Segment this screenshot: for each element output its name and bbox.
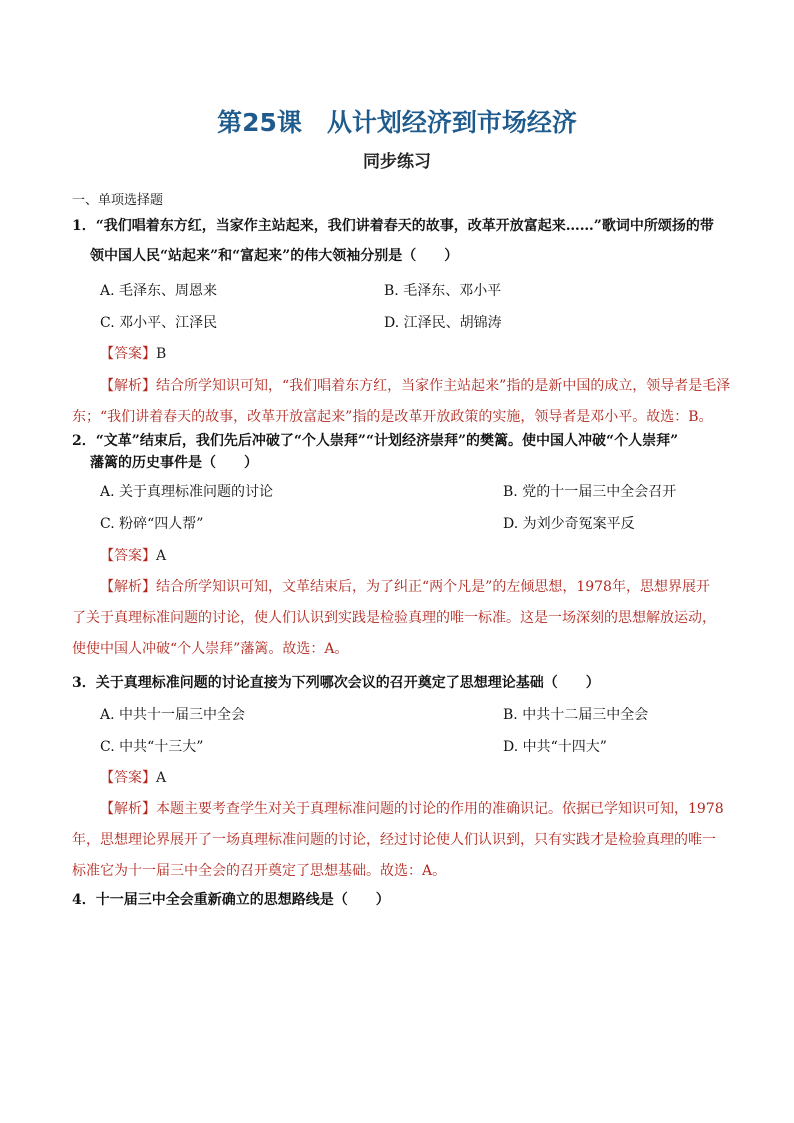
option-2c: C. 粉碎“四人帮” <box>100 516 204 532</box>
question-2-line1: 2．“文革”结束后，我们先后冲破了“个人崇拜”“计划经济崇拜”的樊篱。使中国人冲破“个人崇拜” <box>72 433 679 449</box>
option-1a: A. 毛泽东、周恩来 <box>100 283 218 299</box>
answer-value: A <box>156 770 167 786</box>
option-3c: C. 中共“十三大” <box>100 739 204 755</box>
question-1-line1: 1．“我们唱着东方红，当家作主站起来，我们讲着春天的故事，改革开放富起来……”歌词中所颂扬的带 <box>72 218 714 234</box>
question-2-stem <box>72 430 732 474</box>
answer-value: A <box>156 548 167 564</box>
answer-1 <box>100 344 166 364</box>
question-4-line1: 4．十一届三中全会重新确立的思想路线是（ ） <box>72 892 390 908</box>
answer-value: B <box>156 346 167 362</box>
analysis-2-line3: 使使中国人冲破“个人崇拜”藩篱。故选：A。 <box>72 641 349 657</box>
question-2-line2: 藩篱的历史事件是（ ） <box>90 455 258 471</box>
answer-tag: 【答案】 <box>100 548 156 564</box>
option-3d: D. 中共“十四大” <box>503 739 607 755</box>
analysis-1-line2: 东；“我们讲着春天的故事，改革开放富起来”指的是改革开放政策的实施，领导者是邓小平。故选：B。 <box>72 409 713 425</box>
analysis-1 <box>72 371 732 433</box>
question-1-stem <box>72 211 732 271</box>
analysis-3 <box>72 794 732 887</box>
question-1-line2: 领中国人民“站起来”和“富起来”的伟大领袖分别是（ ） <box>90 248 459 264</box>
answer-tag: 【答案】 <box>100 770 156 786</box>
section-heading: 一、单项选择题 <box>72 193 164 208</box>
question-4-stem <box>72 885 732 915</box>
question-3-line1: 3．关于真理标准问题的讨论直接为下列哪次会议的召开奠定了思想理论基础（ ） <box>72 675 600 691</box>
analysis-2-line1: 结合所学知识可知，文革结束后，为了纠正“两个凡是”的左倾思想，1978年，思想界展开 <box>156 579 710 595</box>
question-3-stem <box>72 668 732 698</box>
analysis-3-line2: 年，思想理论界展开了一场真理标准问题的讨论，经过讨论使人们认识到，只有实践才是检验真理的唯一 <box>72 832 716 848</box>
analysis-3-line3: 标准它为十一届三中全会的召开奠定了思想基础。故选：A。 <box>72 863 447 879</box>
analysis-2 <box>72 572 732 665</box>
answer-2 <box>100 546 166 566</box>
analysis-tag: 【解析】 <box>100 801 156 817</box>
analysis-tag: 【解析】 <box>100 579 156 595</box>
option-2a: A. 关于真理标准问题的讨论 <box>100 484 274 500</box>
option-1b: B. 毛泽东、邓小平 <box>384 283 502 299</box>
option-1c: C. 邓小平、江泽民 <box>100 315 218 331</box>
option-1d: D. 江泽民、胡锦涛 <box>384 315 502 331</box>
answer-tag: 【答案】 <box>100 346 156 362</box>
page-subtitle: 同步练习 <box>363 152 431 172</box>
option-3b: B. 中共十二届三中全会 <box>503 707 649 723</box>
analysis-3-line1: 本题主要考查学生对关于真理标准问题的讨论的作用的准确识记。依据已学知识可知，1978 <box>156 801 724 817</box>
page-title: 第25课 从计划经济到市场经济 <box>217 108 577 137</box>
analysis-1-line1: 结合所学知识可知，“我们唱着东方红，当家作主站起来”指的是新中国的成立，领导者是毛泽 <box>156 378 731 394</box>
answer-3 <box>100 768 166 788</box>
option-2d: D. 为刘少奇冤案平反 <box>503 516 635 532</box>
option-2b: B. 党的十一届三中全会召开 <box>503 484 677 500</box>
option-3a: A. 中共十一届三中全会 <box>100 707 246 723</box>
analysis-2-line2: 了关于真理标准问题的讨论，使人们认识到实践是检验真理的唯一标准。这是一场深刻的思想解放运动， <box>72 610 716 626</box>
analysis-tag: 【解析】 <box>100 378 156 394</box>
